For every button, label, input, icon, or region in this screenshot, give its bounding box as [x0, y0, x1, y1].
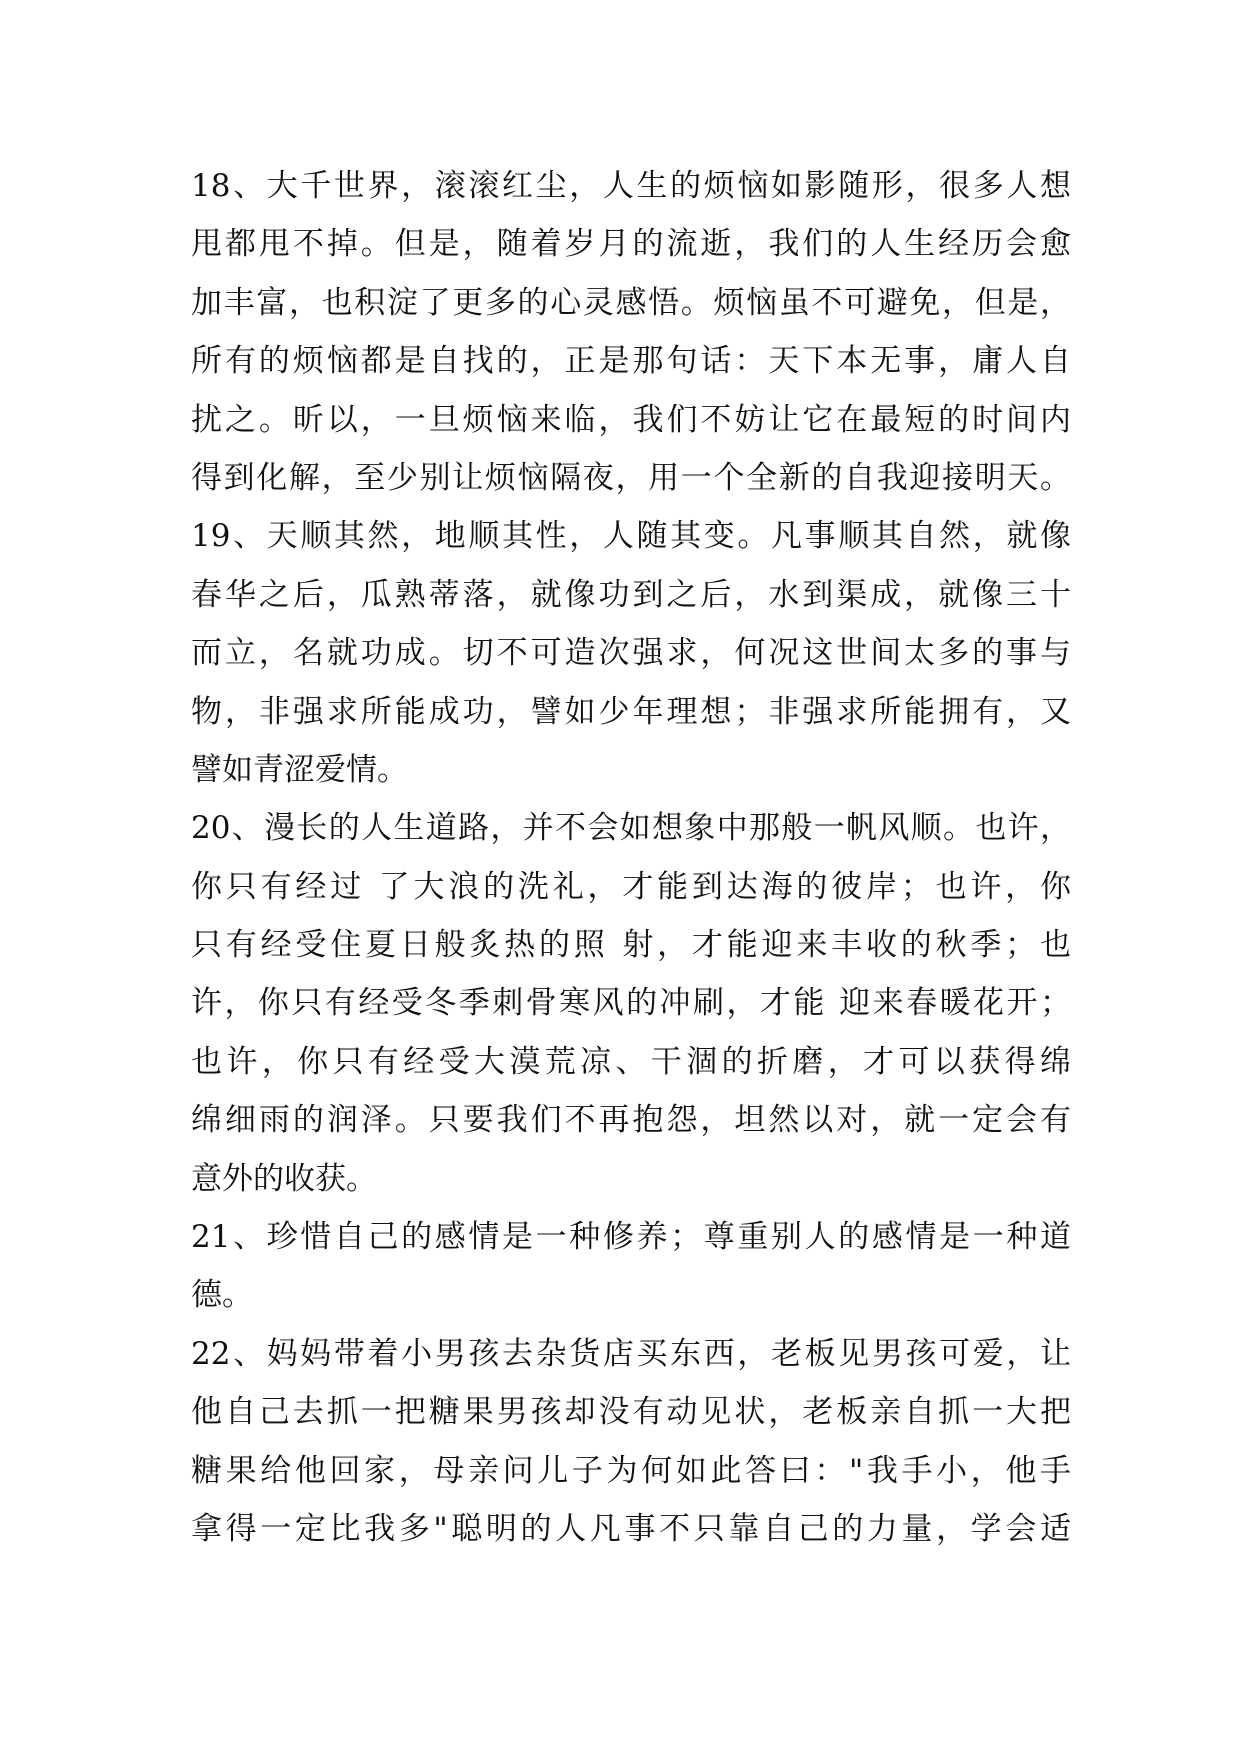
text-line: 他自己去抓一把糖果男孩却没有动见状，老板亲自抓一大把 — [191, 1394, 1071, 1431]
text-line: 春华之后，瓜熟蒂落，就像功到之后，水到渠成，就像三十 — [191, 576, 1071, 613]
text-line: 21、珍惜自己的感情是一种修养；尊重别人的感情是一种道 — [191, 1219, 1071, 1256]
text-line: 得到化解，至少别让烦恼隔夜，用一个全新的自我迎接明天。 — [191, 459, 1071, 496]
text-line: 许，你只有经受冬季刺骨寒风的冲刷，才能 迎来春暖花开； — [191, 985, 1071, 1022]
text-line: 譬如青涩爱情。 — [191, 751, 408, 788]
text-line: 物，非强求所能成功，譬如少年理想；非强求所能拥有，又 — [191, 693, 1071, 730]
text-line: 德。 — [191, 1277, 253, 1314]
text-line: 糖果给他回家，母亲问儿子为何如此答曰："我手小，他手 — [191, 1452, 1071, 1489]
text-line: 也许，你只有经受大漠荒凉、干涸的折磨，才可以获得绵 — [191, 1043, 1071, 1080]
text-line: 19、天顺其然，地顺其性，人随其变。凡事顺其自然，就像 — [191, 518, 1071, 555]
text-line: 意外的收获。 — [191, 1160, 377, 1197]
text-line: 而立，名就功成。切不可造次强求，何况这世间太多的事与 — [191, 635, 1071, 672]
text-line: 18、大千世界，滚滚红尘，人生的烦恼如影随形，很多人想 — [191, 168, 1071, 204]
text-line: 所有的烦恼都是自找的，正是那句话：天下本无事，庸人自 — [191, 343, 1071, 380]
text-line: 只有经受住夏日般炙热的照 射，才能迎来丰收的秋季；也 — [191, 927, 1071, 964]
text-line: 加丰富，也积淀了更多的心灵感悟。烦恼虽不可避免，但是， — [191, 284, 1071, 321]
text-line: 甩都甩不掉。但是，随着岁月的流逝，我们的人生经历会愈 — [191, 226, 1071, 263]
text-line: 扰之。昕以，一旦烦恼来临，我们不妨让它在最短的时间内 — [191, 401, 1071, 438]
text-line: 20、漫长的人生道路，并不会如想象中那般一帆风顺。也许， — [191, 810, 1071, 847]
body-text — [191, 157, 1071, 1558]
text-line: 你只有经过 了大浪的洗礼，才能到达海的彼岸；也许，你 — [191, 868, 1071, 905]
text-line: 22、妈妈带着小男孩去杂货店买东西，老板见男孩可爱，让 — [191, 1335, 1071, 1372]
text-line: 绵细雨的润泽。只要我们不再抱怨，坦然以对，就一定会有 — [191, 1102, 1071, 1139]
text-line: 拿得一定比我多"聪明的人凡事不只靠自己的力量，学会适 — [191, 1510, 1071, 1547]
